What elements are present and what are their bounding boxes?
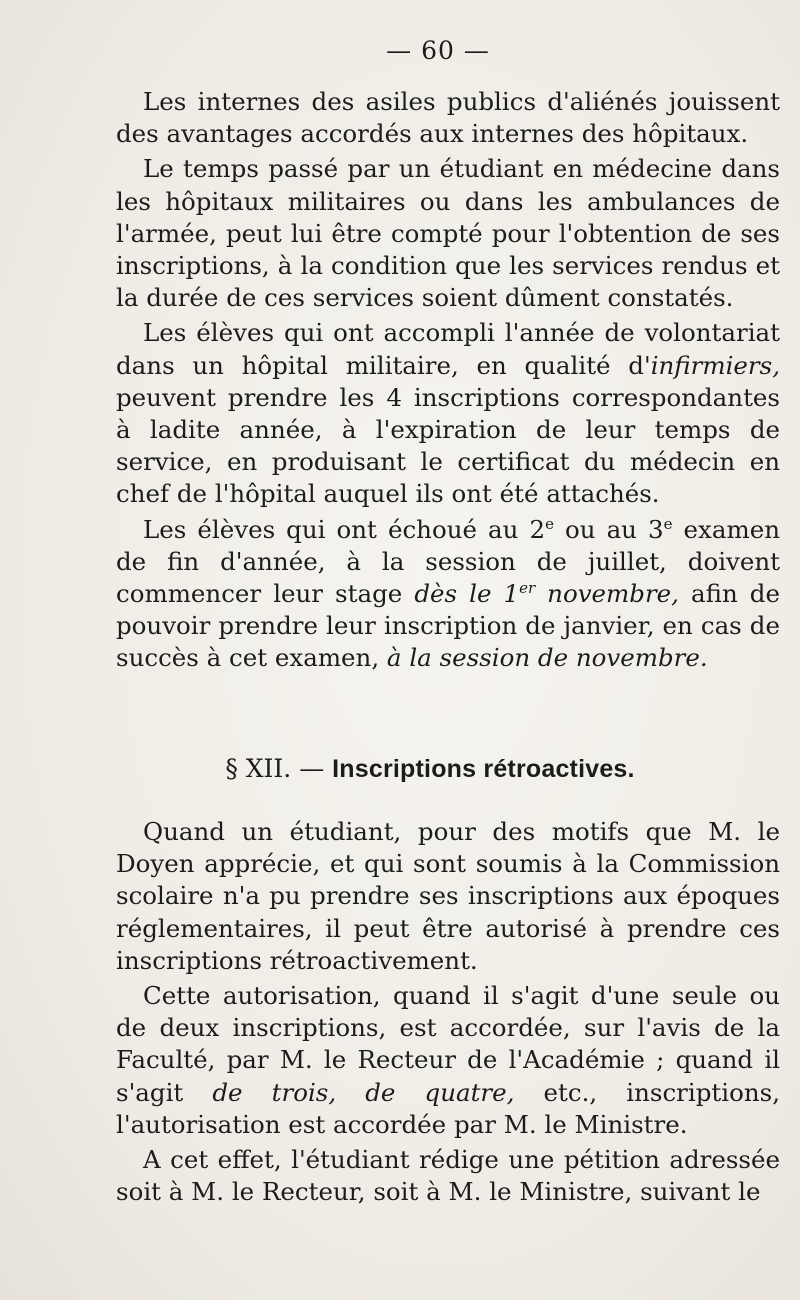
section-heading [30,754,800,784]
text-run: afin de pouvoir prendre leur inscription de janvier, en cas de succès à cet examen, [116,579,780,673]
superscript: er [519,578,536,597]
paragraph-internes: Les internes des asiles publics d'aliénés jouissent des avantages accordés aux internes des hôpitaux. [116,87,780,149]
text-block-bottom [116,816,780,1211]
text-run: Cette autorisation, quand il s'agit d'une seule ou de deux inscriptions, est accordée, sur l'avis de la Faculté, par M. le Recteur de l'Académie ; quand il s'agit [116,981,780,1107]
italic-run: novembre, [535,579,679,609]
italic-run: infirmiers, [650,350,780,380]
paragraph-quand-etudiant: Quand un étudiant, pour des motifs que M. le Doyen apprécie, et qui sont soumis à la Commission scolaire n'a pu prendre ses inscriptions aux époques réglementaires, il peut être autorisé à prendre ces inscriptions rétroactivement. [116,817,780,975]
text-run: etc., inscriptions, l'autorisation est accordée par M. le Ministre. [116,1077,780,1139]
italic-run: à la session de novembre. [386,643,708,673]
italic-run: de trois, de quatre, [212,1077,515,1107]
text-run: Les élèves qui ont échoué au 2 [143,514,546,544]
italic-run: dès le 1 [414,579,520,609]
section-title: Inscriptions rétroactives. [332,755,635,783]
paragraph-petition: A cet effet, l'étudiant rédige une pétition adressée soit à M. le Recteur, soit à M. le Ministre, suivant le [116,1145,780,1207]
page-number: — 60 — [386,36,490,65]
section-number: § XII. — [225,754,333,783]
text-run: examen de fin d'année, à la session de juillet, doivent commencer leur stage [116,514,780,609]
paragraph-temps-passe: Le temps passé par un étudiant en médecine dans les hôpitaux militaires ou dans les ambulances de l'armée, peut lui être compté pour l'obtention de ses inscriptions, à la condition que les services rendus et la durée de ces services soient dûment constatés. [116,154,780,313]
paragraph-autorisation [116,980,780,1141]
text-run: peuvent prendre les 4 inscriptions correspondantes à ladite année, à l'expiration de leur temps de service, en produisant le certificat du médecin en chef de l'hôpital auquel ils ont été attachés. [116,382,780,509]
superscript: e [545,514,554,533]
text-run: ou au 3 [553,514,664,544]
text-block-top [116,86,780,678]
paragraph-volontariat [116,317,780,510]
superscript: e [663,514,673,533]
paragraph-echoue [116,514,780,675]
text-run: Les élèves qui ont accompli l'année de volontariat dans un hôpital militaire, en qualité d' [116,318,780,380]
